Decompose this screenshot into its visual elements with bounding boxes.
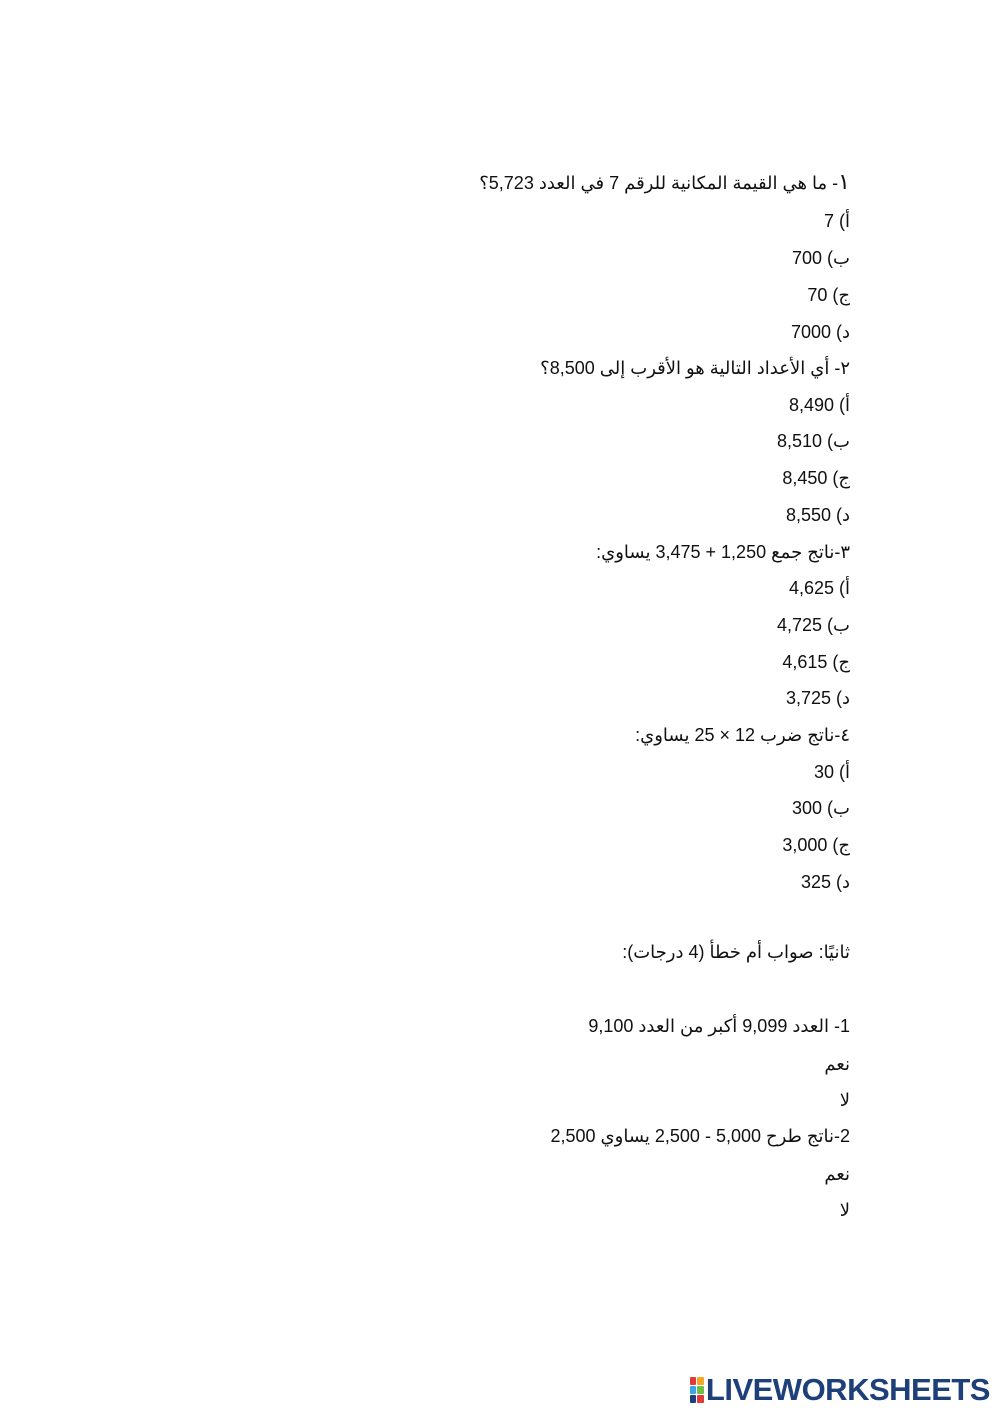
- tf-question-2-option-yes[interactable]: نعم: [824, 1164, 850, 1184]
- logo-block: [697, 1377, 703, 1385]
- logo-text: LIVEWORKSHEETS: [705, 1372, 990, 1407]
- question-1-option-b[interactable]: ب) 700: [792, 248, 850, 268]
- question-2-text: ٢- أي الأعداد التالية هو الأقرب إلى 8,500؟: [540, 358, 850, 378]
- question-1: [479, 170, 850, 195]
- question-2-option-d[interactable]: د) 8,550: [785, 505, 850, 525]
- question-4-option-c[interactable]: ج) 3,000: [782, 835, 850, 855]
- logo-block: [690, 1386, 696, 1394]
- question-4-text: ٤-ناتج ضرب 12 × 25 يساوي:: [635, 725, 850, 745]
- logo-blocks-icon: [690, 1377, 704, 1403]
- section-2-heading: ثانيًا: صواب أم خطأ (4 درجات):: [622, 942, 850, 962]
- question-1-number: ١: [838, 169, 850, 194]
- question-3-text: ٣-ناتج جمع 1,250 + 3,475 يساوي:: [596, 542, 850, 562]
- question-3-option-a[interactable]: أ) 4,625: [788, 578, 850, 598]
- logo-block: [697, 1386, 703, 1394]
- question-4-option-a[interactable]: أ) 30: [813, 762, 850, 782]
- question-1-option-a[interactable]: أ) 7: [823, 211, 850, 231]
- question-3-option-d[interactable]: د) 3,725: [785, 688, 850, 708]
- question-4-option-b[interactable]: ب) 300: [792, 798, 850, 818]
- logo-block: [690, 1395, 696, 1403]
- question-3-option-c[interactable]: ج) 4,615: [782, 652, 850, 672]
- question-1-text: - ما هي القيمة المكانية للرقم 7 في العدد 5,723؟: [479, 173, 839, 193]
- question-1-option-d[interactable]: د) 7000: [790, 322, 850, 342]
- tf-question-1-option-no[interactable]: لا: [839, 1090, 850, 1110]
- question-2-option-c[interactable]: ج) 8,450: [782, 468, 850, 488]
- logo-block: [690, 1377, 696, 1385]
- logo-block: [697, 1395, 703, 1403]
- tf-question-2-text: 2-ناتج طرح 5,000 - 2,500 يساوي 2,500: [550, 1126, 850, 1146]
- question-1-option-c[interactable]: ج) 70: [807, 285, 850, 305]
- tf-question-1-option-yes[interactable]: نعم: [824, 1054, 850, 1074]
- tf-question-2-option-no[interactable]: لا: [839, 1200, 850, 1220]
- liveworksheets-logo: [690, 1373, 990, 1407]
- question-2-option-a[interactable]: أ) 8,490: [788, 395, 850, 415]
- question-3-option-b[interactable]: ب) 4,725: [777, 615, 850, 635]
- question-2-option-b[interactable]: ب) 8,510: [777, 431, 850, 451]
- question-4-option-d[interactable]: د) 325: [800, 872, 850, 892]
- tf-question-1-text: 1- العدد 9,099 أكبر من العدد 9,100: [588, 1016, 850, 1036]
